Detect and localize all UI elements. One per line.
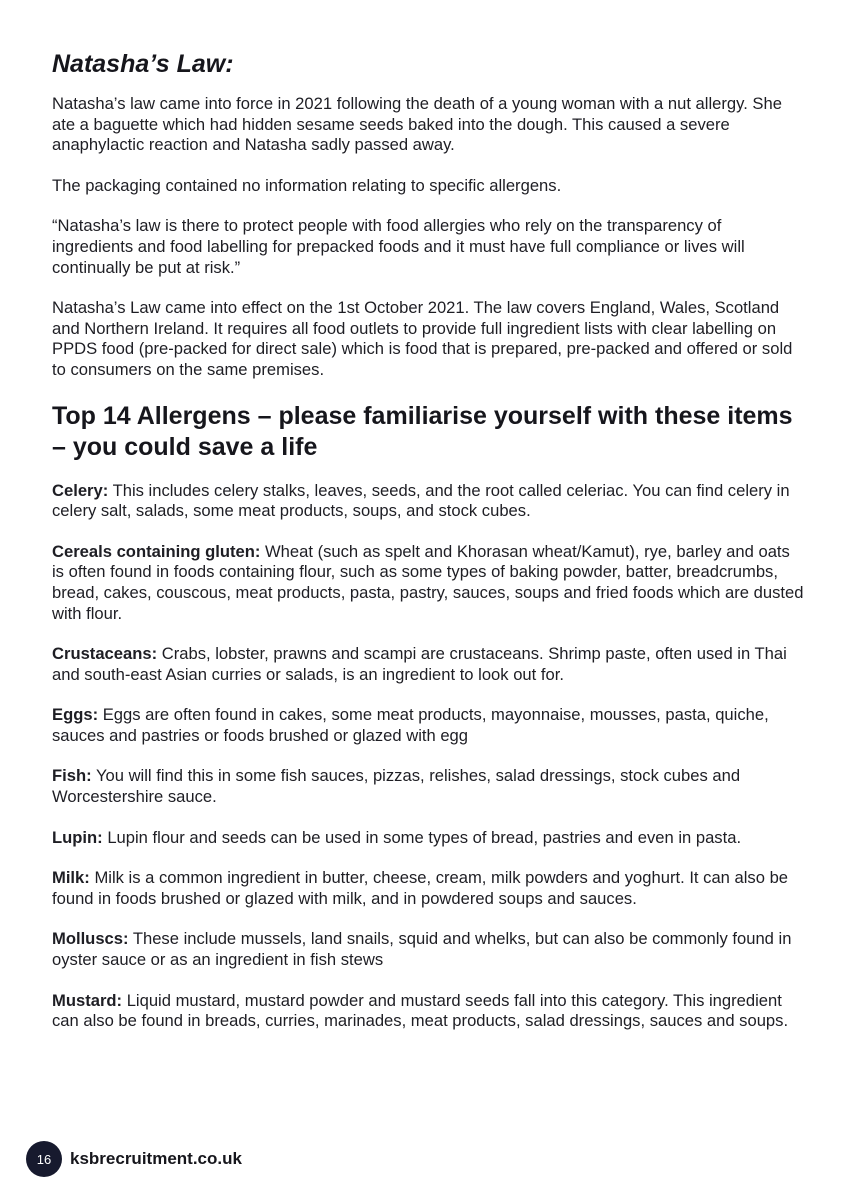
natashas-law-paragraph: The packaging contained no information relating to specific allergens. [52, 175, 562, 195]
natashas-law-paragraph: Natasha’s Law came into effect on the 1st October 2021. The law covers England, Wales, Scotland and Northern Ireland. It requires all food outlets to provide full ingredient lists with clear labelling on PPDS food (pre-packed for direct sale) which is food that is prepared, pre-packed and offered or sold to consumers on the same premises. [52, 298, 793, 379]
allergen-description: Lupin flour and seeds can be used in some types of bread, pastries and even in pasta. [107, 827, 742, 847]
allergen-item-celery [52, 481, 804, 522]
allergen-item-gluten [52, 542, 804, 624]
natashas-law-title: Natasha’s Law: [52, 50, 234, 78]
allergen-description: Crabs, lobster, prawns and scampi are crustaceans. Shrimp paste, often used in Thai and south-east Asian curries or salads, is an ingredient to look out for. [52, 644, 787, 684]
page-content [52, 48, 804, 1052]
allergen-name: Eggs: [52, 705, 99, 725]
allergen-name: Crustaceans: [52, 644, 158, 664]
allergen-item-crustaceans [52, 644, 804, 685]
allergen-item-molluscs [52, 929, 804, 970]
page-number-badge: 16 [26, 1141, 62, 1177]
allergen-item-eggs [52, 705, 804, 746]
allergen-item-lupin [52, 828, 804, 849]
allergen-name: Celery: [52, 480, 109, 500]
allergen-description: This includes celery stalks, leaves, seeds, and the root called celeriac. You can find celery in celery salt, salads, some meat products, soups, and stock cubes. [52, 480, 790, 521]
allergen-item-milk [52, 868, 804, 909]
allergen-name: Cereals containing gluten: [52, 541, 261, 561]
natashas-law-quote: “Natasha’s law is there to protect people with food allergies who rely on the transparency of ingredients and food labelling for prepacked foods and it must have full compliance or lives will continually be put at risk.” [52, 216, 745, 277]
allergen-name: Lupin: [52, 827, 103, 847]
allergen-name: Mustard: [52, 990, 123, 1010]
natashas-law-paragraph: Natasha’s law came into force in 2021 following the death of a young woman with a nut allergy. She ate a baguette which had hidden sesame seeds baked into the dough. This caused a severe anaphylactic reaction and Natasha sadly passed away. [52, 94, 782, 155]
allergen-description: These include mussels, land snails, squid and whelks, but can also be commonly found in oyster sauce or as an ingredient in fish stews [52, 929, 792, 970]
allergen-item-mustard [52, 991, 804, 1032]
allergens-heading: Top 14 Allergens – please familiarise yourself with these items – you could save a life [52, 401, 793, 461]
allergen-description: Eggs are often found in cakes, some meat products, mayonnaise, mousses, pasta, quiche, sauces and pastries or foods brushed or glazed with egg [52, 705, 769, 745]
allergen-description: You will find this in some fish sauces, pizzas, relishes, salad dressings, stock cubes and Worcestershire sauce. [52, 766, 741, 807]
allergen-description: Wheat (such as spelt and Khorasan wheat/Kamut), rye, barley and oats is often found in foods containing flour, such as some types of baking powder, batter, breadcrumbs, bread, cakes, couscous, meat products, pasta, pastry, sauces, soups and fried foods which are dusted with flour. [52, 541, 804, 623]
allergen-item-fish [52, 766, 804, 807]
allergen-description: Liquid mustard, mustard powder and mustard seeds fall into this category. This ingredient can also be found in breads, curries, marinades, meat products, salad dressings, sauces and soups. [52, 990, 789, 1031]
allergen-name: Molluscs: [52, 929, 129, 949]
page-footer [26, 1141, 242, 1177]
allergen-name: Fish: [52, 766, 92, 786]
allergen-description: Milk is a common ingredient in butter, cheese, cream, milk powders and yoghurt. It can also be found in foods brushed or glazed with milk, and in powdered soups and sauces. [52, 868, 789, 908]
allergen-name: Milk: [52, 868, 90, 888]
website-link[interactable]: ksbrecruitment.co.uk [70, 1149, 242, 1168]
